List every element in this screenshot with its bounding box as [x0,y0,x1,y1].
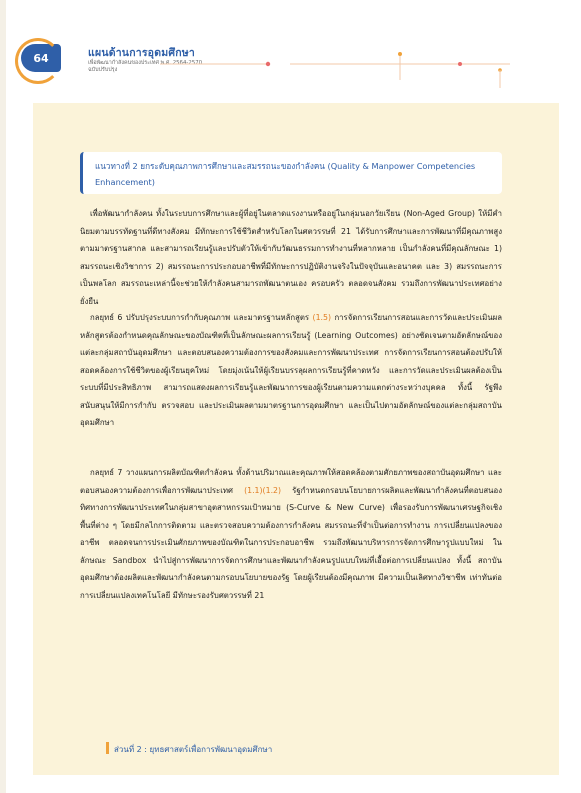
strategy-7-text-cont: รัฐกำหนดกรอบนโยบายการผลิตและพัฒนากำลังคนที่ตอบสนองทิศทางการพัฒนาประเทศในกลุ่มสาขาอุตสาหกรรมเป้าหมาย (S-Curve & New Curve) เพื่อรองรับการพัฒนาเศรษฐกิจเชิงพื้นที่ต่าง ๆ โดยมีกลไกการติดตาม และตรวจสอบความต้องการกำลังคน สมรรถนะที่จำเป็นต่อการทำงาน การเปลี่ยนแปลงของอาชีพ ตลอดจนการประเมินศักยภาพของบัณฑิตในการประกอบอาชีพ รวมถึงพัฒนาบริหารการจัดการศึกษารูปแบบใหม่ ในลักษณะ Sandbox นำไปสู่การพัฒนาการจัดการศึกษาและพัฒนากำลังคนรูปแบบใหม่ที่เอื้อต่อการเปลี่ยนแปลง ทั้งนี้ สถาบันอุดมศึกษาต้องผลิตและพัฒนากำลังคนตามกรอบนโยบายของรัฐ โดยผู้เรียนต้องมีคุณภาพ มีความเป็นเลิศทางวิชาชีพ เท่าทันต่อการเปลี่ยนแปลงเทคโนโลยี มีทักษะรองรับศตวรรษที่ 21 [80,485,503,600]
paragraph-strategy-6 [80,309,502,432]
guideline-title: แนวทางที่ 2 ยกระดับคุณภาพการศึกษาและสมรรถนะของกำลังคน (Quality & Manpower Competencies Enhancement) [95,161,476,187]
paragraph-intro-text: เพื่อพัฒนากำลังคน ทั้งในระบบการศึกษาและผู้ที่อยู่ในตลาดแรงงานหรืออยู่ในกลุ่มนอกวัยเรียน (Non-Aged Group) ให้มีคำนิยมตามบรรทัดฐานที่ดีทางสังคม มีทักษะการใช้ชีวิตสำหรับโลกในศตวรรษที่ 21 ได้รับการศึกษาและการพัฒนาที่มีคุณภาพสูง ตามมาตรฐานสากล และสามารถเรียนรู้และปรับตัวให้เข้ากับวัฒนธรรมการทำงานที่หลากหลาย เป็นกำลังคนที่มีคุณลักษณะ 1) สมรรถนะเชิงวิชาการ 2) สมรรถนะการประกอบอาชีพที่มีทักษะการปฏิบัติงานจริงในปัจจุบันและอนาคต และ 3) สมรรถนะการเป็นพลโลก สมรรถนะเหล่านี้จะช่วยให้กำลังคนสามารถพัฒนาตนเอง ครอบครัว ตลอดจนสังคม รวมถึงการพัฒนาประเทศอย่างยั่งยืน [80,209,502,306]
strategy-7-text: กลยุทธ์ 7 วางแผนการผลิตบัณฑิตกำลังคน ทั้งด้านปริมาณและคุณภาพให้สอดคล้องตามศักยภาพของสถาบันอุดมศึกษา และตอบสนองความต้องการเพื่อการพัฒนาประเทศ [80,468,502,495]
strategy-6-text-cont: การจัดการเรียนการสอนและการวัดและประเมินผลหลักสูตรต้องกำหนดคุณลักษณะของบัณฑิตที่เป็นลักษณะผลการเรียนรู้ (Learning Outcomes) อย่างชัดเจนตามอัตลักษณ์ของแต่ละกลุ่มสถาบันอุดมศึกษา และตอบสนองความต้องการของสังคมและการพัฒนาประเทศ การจัดการเรียนการสอนต้องปรับให้สอดคล้องการใช้ชีวิตของผู้เรียนยุคใหม่ โดยมุ่งเน้นให้ผู้เรียนบรรลุผลการเรียนรู้ที่คาดหวัง และการวัดและประเมินผลต้องเป็นระบบที่มีประสิทธิภาพ สามารถแสดงผลการเรียนรู้และพัฒนาการของผู้เรียนตามความแตกต่างระหว่างบุคคล ทั้งนี้ รัฐพึงสนับสนุนให้มีการกำกับ ตรวจสอบ และประเมินผลตามมาตรฐานการอุดมศึกษา และเป็นไปตามอัตลักษณ์ของแต่ละกลุ่มสถาบันอุดมศึกษา [80,313,502,427]
strategy-6-text: กลยุทธ์ 6 ปรับปรุงระบบการกำกับคุณภาพ และมาตรฐานหลักสูตร [90,313,313,322]
header-title: แผนด้านการอุดมศึกษา [88,47,195,59]
content-panel [33,103,559,775]
page-number-badge [21,44,61,72]
header-subtitle-line1: เพื่อพัฒนากำลังคนของประเทศ พ.ศ. 2564-2570 [88,60,203,66]
strategy-6-ref: (1.5) [312,313,332,322]
page-number: 64 [33,51,49,65]
paragraph-intro [80,205,502,310]
header-subtitle-line2: ฉบับปรับปรุง [88,67,118,73]
footer-accent-bar [106,742,109,754]
guideline-box [80,152,502,194]
header-decoration [150,50,530,90]
strategy-7-ref: (1.1)(1.2) [244,485,282,495]
page-edge-strip [0,0,6,793]
paragraph-strategy-7 [80,464,502,604]
footer-section-label: ส่วนที่ 2 : ยุทธศาสตร์เพื่อการพัฒนาอุดมศึกษา [114,745,273,754]
